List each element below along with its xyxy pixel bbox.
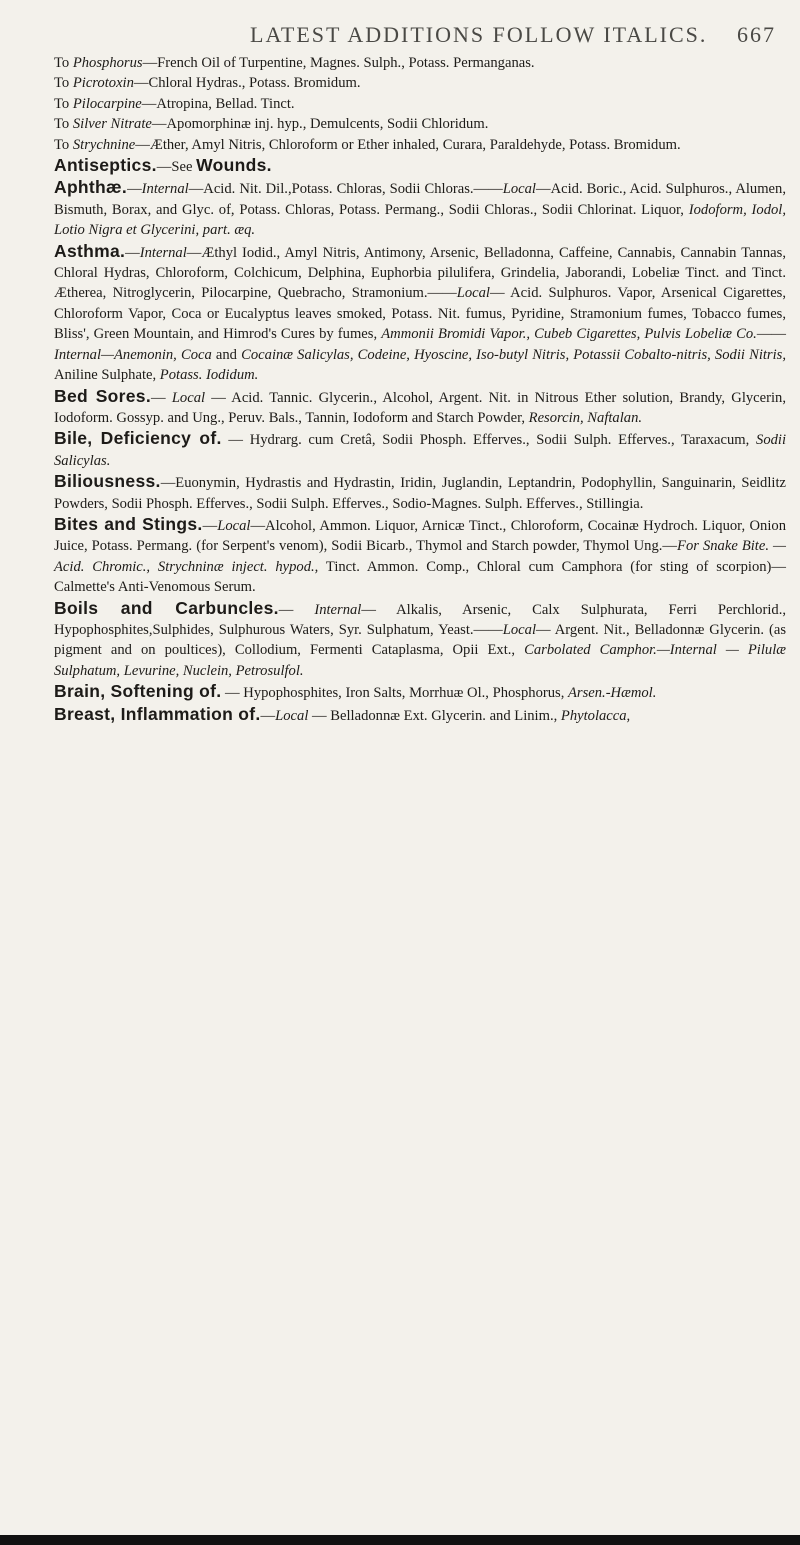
italic-text: Local (171, 389, 206, 406)
entry-biliousness: Biliousness.—Euonymin, Hydrastis and Hydrastin, Iridin, Juglandin, Leptandrin, Podophyllin, Sanguinarin, Seidlitz Powders, Sodii Phosph. Efferves., Sodii Sulph. Efferves., Sodio-Magnes. Sulph. Efferves., Stillingia. (54, 471, 786, 512)
entry-heading: Bed Sores. (54, 385, 151, 406)
italic-text: Arsen.-Hæmol. (568, 685, 657, 702)
entry-heading: Boils and Carbuncles. (54, 597, 279, 618)
italic-text: Internal (139, 244, 187, 261)
running-head (40, 4, 776, 48)
entry-brain-softening: Brain, Softening of. — Hypophosphites, Iron Salts, Morrhuæ Ol., Phosphorus, Arsen.-Hæmol. (54, 681, 657, 702)
entry-heading: Biliousness. (54, 471, 161, 492)
bottom-edge-rule (0, 1531, 800, 1545)
entry-heading: Breast, Inflammation of. (54, 703, 261, 724)
italic-text: Internal (141, 181, 189, 198)
entry-antiseptics: Antiseptics.—See Wounds. (54, 155, 272, 176)
italic-text: Local (456, 285, 490, 302)
italic-text: Sodii Salicylas. (54, 432, 787, 469)
italic-text: Local (502, 181, 536, 198)
italic-text: Phosphorus (72, 55, 143, 71)
italic-text: Local (502, 621, 536, 638)
entry-breast-inflammation: Breast, Inflammation of.—Local — Belladonnæ Ext. Glycerin. and Linim., Phytolacca, (54, 703, 631, 724)
entry-silver-nitrate: To Silver Nitrate—Apomorphinæ inj. hyp., Demulcents, Sodii Chloridum. (54, 116, 489, 133)
italic-text: Strychnine (72, 136, 136, 153)
italic-text: Pilocarpine (72, 95, 142, 112)
italic-text: Ammonii Bromidi Vapor., Cubeb Cigarettes, Pulvis Lobeliæ Co. (381, 326, 757, 343)
entry-asthma: Asthma.—Internal—Æthyl Iodid., Amyl Nitris, Antimony, Arsenic, Belladonna, Caffeine, Cannabis, Cannabin Tannas, Chloral Hydras, Chloroform, Colchicum, Delphina, Euphorbia pilulifera, Grindelia, Jaborandi, Lobeliæ Tinct. and Tinct. Ætherea, Nitroglycerin, Pilocarpine, Quebracho, Stramonium.——Local— Acid. Sulphuros. Vapor, Arsenical Cigarettes, Chloroform Vapor, Coca or Eucalyptus leaves smoked, Potass. Nit. fumus, Pyridine, Stramonium fumes, Tobacco fumes, Bliss', Green Mountain, and Himrod's Cures by fumes, Ammonii Bromidi Vapor., Cubeb Cigarettes, Pulvis Lobeliæ Co.——Internal—Anemonin, Coca and Cocainæ Salicylas, Codeine, Hyoscine, Iso-butyl Nitris, Potassii Cobalto-nitris, Sodii Nitris, Aniline Sulphate, Potass. Iodidum. (54, 240, 786, 384)
italic-text: Cocainæ Salicylas, Codeine, Hyoscine, Iso-butyl Nitris, Potassii Cobalto-nitris, Sodii Nitris, (241, 346, 786, 363)
italic-text: Silver Nitrate (72, 116, 152, 133)
entry-bile-deficiency: Bile, Deficiency of. — Hydrarg. cum Cretâ, Sodii Phosph. Efferves., Sodii Sulph. Efferves., Taraxacum, Sodii Salicylas. (54, 428, 787, 469)
entry-heading: Antiseptics. (54, 155, 157, 176)
italic-text: Local (275, 707, 309, 724)
italic-text: Internal (314, 601, 362, 618)
italic-text: Picrotoxin (72, 75, 134, 92)
italic-text: Phytolacca, (560, 707, 631, 724)
entry-bites-and-stings: Bites and Stings.—Local—Alcohol, Ammon. Liquor, Arnicæ Tinct., Chloroform, Cocainæ Hydroch. Liquor, Onion Juice, Potass. Permang. (for Serpent's venom), Sodii Bicarb., Thymol and Starch powder, Thymol Ung.—For Snake Bite. —Acid. Chromic., Strychninæ inject. hypod., Tinct. Ammon. Comp., Chloral cum Camphora (for sting of scorpion)—Calmette's Anti-Venomous Serum. (54, 513, 786, 596)
entry-phosphorus: To Phosphorus—French Oil of Turpentine, Magnes. Sulph., Potass. Permanganas. (54, 55, 535, 71)
page-number: 667 (737, 22, 776, 47)
italic-text: Local (217, 517, 251, 534)
entry-picrotoxin: To Picrotoxin—Chloral Hydras., Potass. Bromidum. (54, 75, 361, 92)
entry-boils-and-carbuncles: Boils and Carbuncles.— Internal— Alkalis, Arsenic, Calx Sulphurata, Ferri Perchlorid., Hypophosphites,Sulphides, Sulphurous Waters, Syr. Sulphatum, Yeast.——Local— Argent. Nit., Belladonnæ Glycerin. (as pigment and on poultices), Collodium, Fermenti Cataplasma, Opii Ext., Carbolated Camphor.—Internal — Pilulæ Sulphatum, Levurine, Nuclein, Petrosulfol. (54, 597, 786, 679)
entry-heading: Bile, Deficiency of. (54, 428, 222, 449)
entry-heading: Aphthæ. (54, 177, 128, 198)
entry-heading: Asthma. (54, 240, 126, 261)
entry-heading: Brain, Softening of. (54, 681, 222, 702)
entry-bed-sores: Bed Sores.— Local — Acid. Tannic. Glycerin., Alcohol, Argent. Nit. in Nitrous Ether solution, Brandy, Glycerin, Iodoform. Gossyp. and Ung., Peruv. Bals., Tannin, Iodoform and Starch Powder, Resorcin, Naftalan. (54, 385, 786, 426)
italic-text: Potass. Iodidum. (159, 367, 259, 384)
italic-text: Carbolated Camphor.—Internal — Pilulæ Sulphatum, Levurine, Nuclein, Petrosulfol. (54, 642, 786, 679)
italic-text: For Snake Bite. —Acid. Chromic., Strychninæ inject. hypod., (54, 538, 786, 575)
body-text (54, 53, 786, 726)
entry-heading: Wounds. (196, 155, 272, 176)
entry-strychnine: To Strychnine—Æther, Amyl Nitris, Chloroform or Ether inhaled, Curara, Paraldehyde, Potass. Bromidum. (54, 136, 681, 153)
running-title: LATEST ADDITIONS FOLLOW ITALICS. (250, 22, 708, 47)
entry-pilocarpine: To Pilocarpine—Atropina, Bellad. Tinct. (54, 95, 295, 112)
italic-text: Iodoform, Iodol, Lotio Nigra et Glycerini, part. æq. (54, 201, 787, 239)
italic-text: Internal—Anemonin, Coca (54, 346, 212, 363)
entry-aphthae: Aphthæ.—Internal—Acid. Nit. Dil.,Potass. Chloras, Sodii Chloras.——Local—Acid. Boric., Acid. Sulphuros., Alumen, Bismuth, Borax, and Glyc. of, Potass. Chloras, Potass. Permang., Sodii Chloras., Sodii Chlorinat. Liquor, Iodoform, Iodol, Lotio Nigra et Glycerini, part. æq. (54, 177, 787, 239)
italic-text: Resorcin, Naftalan. (528, 409, 643, 426)
entry-heading: Bites and Stings. (54, 513, 203, 534)
